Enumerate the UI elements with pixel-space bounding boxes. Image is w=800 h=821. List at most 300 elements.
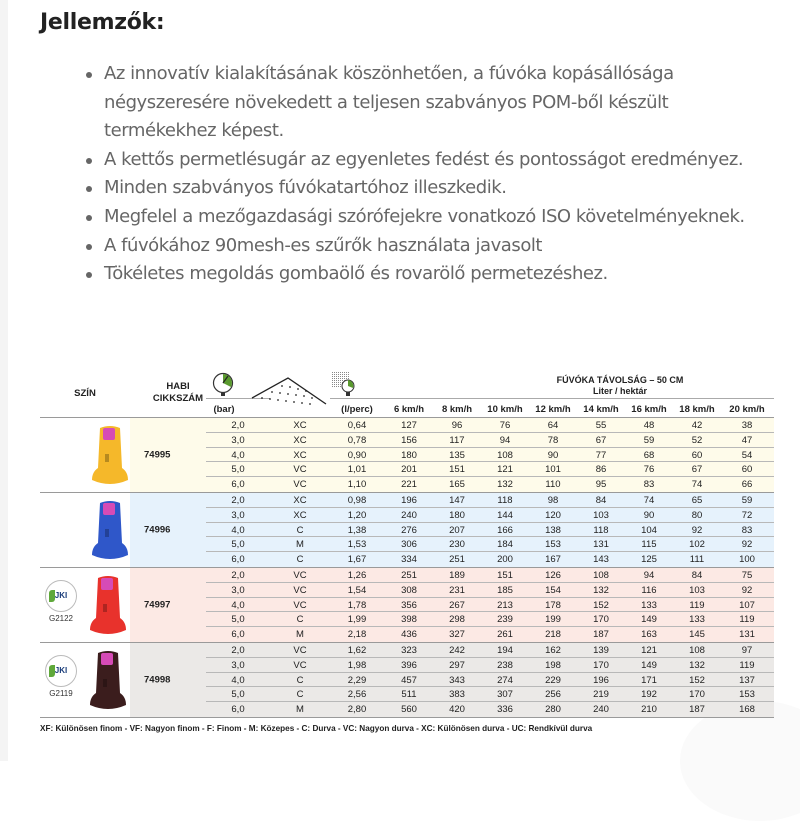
application-rate-cell: 180: [449, 509, 465, 521]
application-rate-cell: 77: [595, 449, 607, 461]
application-rate-cell: 420: [449, 704, 465, 716]
flow-rate-cell: 2,56: [347, 689, 367, 701]
application-rate-cell: 171: [641, 674, 657, 686]
application-rate-cell: 97: [741, 645, 753, 656]
code-cell: [130, 493, 206, 567]
application-rate-cell: 192: [641, 689, 657, 701]
application-rate-cell: 154: [545, 584, 561, 596]
pressure-cell: 5,0: [231, 689, 245, 701]
application-rate-cell: 274: [497, 674, 513, 686]
flow-rate-cell: 1,98: [347, 659, 367, 671]
flow-rate-cell: 2,80: [347, 704, 367, 716]
header-speed: 8 km/h: [441, 404, 473, 415]
table-row: [206, 477, 774, 492]
application-rate-cell: 231: [449, 584, 465, 596]
application-rate-cell: 230: [449, 539, 465, 551]
application-rate-cell: 218: [545, 629, 561, 641]
application-rate-cell: 240: [401, 509, 417, 521]
application-rate-cell: 189: [449, 570, 465, 581]
table-row: [206, 552, 774, 567]
pressure-cell: 6,0: [231, 479, 245, 491]
flow-rate-cell: 1,26: [347, 570, 367, 581]
application-rate-cell: 101: [545, 464, 561, 476]
application-rate-cell: 336: [497, 704, 513, 716]
table-row: [206, 523, 774, 538]
application-rate-cell: 132: [689, 659, 705, 671]
pressure-cell: 3,0: [231, 434, 245, 446]
application-rate-cell: 108: [689, 645, 705, 656]
application-rate-cell: 118: [497, 495, 513, 506]
application-rate-cell: 92: [691, 524, 703, 536]
application-rate-cell: 163: [641, 629, 657, 641]
application-rate-cell: 152: [689, 674, 705, 686]
application-rate-cell: 219: [593, 689, 609, 701]
header-speed: 10 km/h: [487, 404, 523, 415]
droplet-size-cell: XC: [293, 420, 307, 431]
nozzle-icon: [90, 499, 130, 563]
flow-rate-cell: 0,64: [347, 420, 367, 431]
application-rate-cell: 153: [739, 689, 755, 701]
nozzle-icon: [88, 574, 128, 638]
droplet-size-cell: XC: [293, 449, 307, 461]
application-rate-cell: 66: [741, 479, 753, 491]
application-rate-cell: 42: [691, 420, 703, 431]
table-row: [206, 508, 774, 523]
flow-rate-cell: 1,38: [347, 524, 367, 536]
application-rate-cell: 108: [593, 570, 609, 581]
application-rate-cell: 48: [643, 420, 655, 431]
application-rate-cell: 383: [449, 689, 465, 701]
application-rate-cell: 194: [497, 645, 513, 656]
pressure-cell: 3,0: [231, 509, 245, 521]
application-rate-cell: 156: [401, 434, 417, 446]
code-cell: [130, 643, 206, 717]
application-rate-cell: 104: [641, 524, 657, 536]
pressure-cell: 4,0: [231, 599, 245, 611]
pressure-cell: 4,0: [231, 674, 245, 686]
table-row: [206, 673, 774, 688]
application-rate-cell: 240: [593, 704, 609, 716]
application-rate-cell: 196: [401, 495, 417, 506]
pressure-cell: 6,0: [231, 629, 245, 641]
application-rate-cell: 242: [449, 645, 465, 656]
application-rate-cell: 149: [641, 614, 657, 626]
flow-rate-cell: 0,78: [347, 434, 367, 446]
nozzle-spec-table: [40, 364, 774, 718]
application-rate-cell: 119: [739, 614, 755, 626]
features-list: [82, 60, 782, 289]
flow-rate-cell: 1,99: [347, 614, 367, 626]
application-rate-cell: 151: [497, 570, 513, 581]
table-row: [206, 448, 774, 463]
droplet-size-cell: C: [296, 689, 304, 701]
flow-rate-cell: 2,29: [347, 674, 367, 686]
application-rate-cell: 103: [593, 509, 609, 521]
table-row: [206, 658, 774, 673]
page-heading: Jellemzők:: [40, 10, 165, 35]
application-rate-cell: 118: [593, 524, 609, 536]
droplet-size-cell: XC: [293, 509, 307, 521]
table-row: [206, 583, 774, 598]
droplet-size-cell: VC: [293, 645, 307, 656]
application-rate-cell: 251: [401, 570, 417, 581]
article-number: 74996: [144, 524, 171, 536]
table-row: [206, 418, 774, 433]
application-rate-cell: 199: [545, 614, 561, 626]
application-rate-cell: 327: [449, 629, 465, 641]
application-rate-cell: 84: [595, 495, 607, 506]
application-rate-cell: 60: [691, 449, 703, 461]
application-rate-cell: 59: [741, 495, 753, 506]
jki-certification-badge: [44, 655, 78, 698]
application-rate-cell: 38: [741, 420, 753, 431]
application-rate-cell: 64: [547, 420, 559, 431]
table-row: [206, 687, 774, 702]
feature-item: Megfelel a mezőgazdasági szórófejekre vonatkozó ISO követelményeknek.: [82, 203, 782, 232]
application-rate-cell: 308: [401, 584, 417, 596]
application-rate-cell: 52: [691, 434, 703, 446]
application-rate-cell: 121: [497, 464, 513, 476]
application-rate-cell: 187: [593, 629, 609, 641]
droplet-size-cell: C: [296, 554, 304, 566]
application-rate-cell: 55: [595, 420, 607, 431]
droplet-size-legend: XF: Különösen finom - VF: Nagyon finom - F: Finom - M: Közepes - C: Durva - VC: Nagyon durva - XC: Különösen durva - UC: Rendkívül durva: [40, 724, 593, 733]
application-rate-cell: 200: [497, 554, 513, 566]
application-rate-cell: 323: [401, 645, 417, 656]
nozzle-image-cell: [40, 418, 130, 492]
application-rate-cell: 72: [741, 509, 753, 521]
application-rate-cell: 356: [401, 599, 417, 611]
application-rate-cell: 198: [545, 659, 561, 671]
application-rate-cell: 239: [497, 614, 513, 626]
application-rate-cell: 133: [641, 599, 657, 611]
application-rate-cell: 396: [401, 659, 417, 671]
application-rate-cell: 74: [691, 479, 703, 491]
application-rate-cell: 398: [401, 614, 417, 626]
feature-item: Az innovatív kialakításának köszönhetően, a fúvóka kopásállósága négyszeresére növekedett a teljesen szabványos POM-ből készült termékekhez képest.: [82, 60, 782, 146]
application-rate-cell: 149: [641, 659, 657, 671]
pressure-cell: 2,0: [231, 570, 245, 581]
application-rate-cell: 132: [593, 584, 609, 596]
application-rate-cell: 131: [593, 539, 609, 551]
application-rate-cell: 238: [497, 659, 513, 671]
application-rate-cell: 436: [401, 629, 417, 641]
application-rate-cell: 65: [691, 495, 703, 506]
application-rate-cell: 297: [449, 659, 465, 671]
nozzle-image-cell: [40, 643, 130, 717]
application-rate-cell: 168: [739, 704, 755, 716]
pressure-cell: 4,0: [231, 524, 245, 536]
flow-rate-cell: 1,01: [347, 464, 367, 476]
application-rate-cell: 117: [449, 434, 465, 446]
application-rate-cell: 307: [497, 689, 513, 701]
application-rate-cell: 84: [691, 570, 703, 581]
application-rate-cell: 96: [451, 420, 463, 431]
droplet-size-cell: VC: [293, 584, 307, 596]
application-rate-cell: 162: [545, 645, 561, 656]
application-rate-cell: 90: [643, 509, 655, 521]
application-rate-cell: 116: [641, 584, 657, 596]
application-rate-cell: 138: [545, 524, 561, 536]
application-rate-cell: 170: [593, 614, 609, 626]
jki-logo: JKI: [45, 655, 77, 687]
pressure-gauge-icon: [212, 372, 234, 398]
application-rate-cell: 83: [741, 524, 753, 536]
application-rate-cell: 151: [449, 464, 465, 476]
application-rate-cell: 126: [545, 570, 561, 581]
nozzle-icon: [90, 424, 130, 488]
application-rate-cell: 125: [641, 554, 657, 566]
table-row: [206, 598, 774, 613]
spray-pattern-icon: [250, 376, 328, 408]
nozzle-icon: [88, 649, 128, 713]
application-rate-cell: 135: [449, 449, 465, 461]
application-rate-cell: 187: [689, 704, 705, 716]
application-rate-cell: 213: [497, 599, 513, 611]
flow-rate-cell: 1,67: [347, 554, 367, 566]
pressure-cell: 4,0: [231, 449, 245, 461]
flow-rate-cell: 1,54: [347, 584, 367, 596]
nozzle-group: [40, 568, 774, 643]
feature-item: A kettős permetlésugár az egyenletes fedést és pontosságot eredményez.: [82, 146, 782, 175]
droplet-size-cell: VC: [293, 570, 307, 581]
droplet-size-cell: VC: [293, 659, 307, 671]
application-rate-cell: 54: [741, 449, 753, 461]
table-row: [206, 643, 774, 658]
application-rate-cell: 110: [545, 479, 561, 491]
application-rate-cell: 201: [401, 464, 417, 476]
application-rate-cell: 121: [641, 645, 657, 656]
application-rate-cell: 185: [497, 584, 513, 596]
nozzle-tip: [103, 503, 115, 515]
application-rate-cell: 256: [545, 689, 561, 701]
flow-rate-cell: 1,62: [347, 645, 367, 656]
droplet-size-cell: M: [296, 539, 304, 551]
table-row: [206, 537, 774, 552]
flow-rate-cell: 1,10: [347, 479, 367, 491]
application-rate-cell: 119: [739, 659, 755, 671]
application-rate-cell: 133: [689, 614, 705, 626]
nozzle-tip: [103, 428, 115, 440]
table-row: [206, 627, 774, 642]
flow-rate-cell: 2,18: [347, 629, 367, 641]
certification-code: G2119: [49, 689, 73, 698]
application-rate-cell: 67: [595, 434, 607, 446]
application-rate-cell: 107: [739, 599, 755, 611]
application-rate-cell: 47: [741, 434, 753, 446]
application-rate-cell: 102: [689, 539, 705, 551]
application-rate-cell: 119: [689, 599, 705, 611]
application-rate-cell: 170: [593, 659, 609, 671]
application-rate-cell: 207: [449, 524, 465, 536]
application-rate-cell: 180: [401, 449, 417, 461]
header-code: HABI CIKKSZÁM: [152, 381, 204, 404]
application-rate-cell: 92: [741, 539, 753, 551]
application-rate-cell: 76: [643, 464, 655, 476]
nozzle-group: [40, 418, 774, 493]
application-rate-cell: 95: [595, 479, 607, 491]
table-row: [206, 568, 774, 583]
application-rate-cell: 127: [401, 420, 417, 431]
application-rate-cell: 98: [547, 495, 559, 506]
application-rate-cell: 74: [643, 495, 655, 506]
pressure-cell: 3,0: [231, 584, 245, 596]
application-rate-cell: 178: [545, 599, 561, 611]
application-rate-cell: 267: [449, 599, 465, 611]
application-rate-cell: 147: [449, 495, 465, 506]
application-rate-cell: 78: [547, 434, 559, 446]
droplet-size-cell: C: [296, 614, 304, 626]
header-speed: 18 km/h: [679, 404, 715, 415]
application-rate-cell: 100: [739, 554, 755, 566]
droplet-size-cell: VC: [293, 479, 307, 491]
header-distance-unit: Liter / hektár: [592, 386, 648, 396]
nozzle-image-cell: [40, 568, 130, 642]
droplet-size-cell: VC: [293, 464, 307, 476]
application-rate-cell: 59: [643, 434, 655, 446]
flow-meter-icon: [332, 372, 358, 398]
application-rate-cell: 511: [401, 689, 417, 701]
application-rate-cell: 210: [641, 704, 657, 716]
application-rate-cell: 298: [449, 614, 465, 626]
feature-item: Tökéletes megoldás gombaölő és rovarölő permetezéshez.: [82, 260, 782, 289]
flow-rate-cell: 1,20: [347, 509, 367, 521]
jki-logo: JKI: [45, 580, 77, 612]
flow-rate-cell: 1,78: [347, 599, 367, 611]
pressure-cell: 6,0: [231, 704, 245, 716]
application-rate-cell: 90: [547, 449, 559, 461]
nozzle-group: [40, 493, 774, 568]
application-rate-cell: 166: [497, 524, 513, 536]
jki-certification-badge: [44, 580, 78, 623]
application-rate-cell: 251: [449, 554, 465, 566]
application-rate-cell: 60: [741, 464, 753, 476]
application-rate-cell: 153: [545, 539, 561, 551]
table-row: [206, 433, 774, 448]
application-rate-cell: 131: [739, 629, 755, 641]
application-rate-cell: 143: [593, 554, 609, 566]
application-rate-cell: 67: [691, 464, 703, 476]
certification-code: G2122: [48, 614, 74, 623]
pressure-cell: 3,0: [231, 659, 245, 671]
application-rate-cell: 165: [449, 479, 465, 491]
code-cell: [130, 418, 206, 492]
header-distance-title: FÚVÓKA TÁVOLSÁG – 50 CM: [556, 375, 684, 385]
table-row: [206, 612, 774, 627]
application-rate-cell: 115: [641, 539, 657, 551]
feature-item: Minden szabványos fúvókatartóhoz illeszkedik.: [82, 174, 782, 203]
application-rate-cell: 144: [497, 509, 513, 521]
application-rate-cell: 92: [741, 584, 753, 596]
table-row: [206, 702, 774, 717]
feature-item: A fúvókához 90mesh-es szűrők használata javasolt: [82, 232, 782, 261]
droplet-size-cell: M: [296, 629, 304, 641]
nozzle-image-cell: [40, 493, 130, 567]
header-speed: 12 km/h: [535, 404, 571, 415]
pressure-cell: 5,0: [231, 464, 245, 476]
application-rate-cell: 83: [643, 479, 655, 491]
header-speed: 14 km/h: [583, 404, 619, 415]
article-number: 74995: [144, 449, 171, 461]
droplet-size-cell: C: [296, 524, 304, 536]
application-rate-cell: 334: [401, 554, 417, 566]
application-rate-cell: 80: [691, 509, 703, 521]
application-rate-cell: 221: [401, 479, 417, 491]
nozzle-group: [40, 643, 774, 718]
header-speed: 6 km/h: [393, 404, 425, 415]
nozzle-tip: [101, 578, 113, 590]
code-cell: [130, 568, 206, 642]
flow-rate-cell: 0,98: [347, 495, 367, 506]
flow-rate-cell: 0,90: [347, 449, 367, 461]
application-rate-cell: 152: [593, 599, 609, 611]
pressure-cell: 5,0: [231, 539, 245, 551]
application-rate-cell: 132: [497, 479, 513, 491]
application-rate-cell: 560: [401, 704, 417, 716]
nozzle-tip: [101, 653, 113, 665]
flow-rate-cell: 1,53: [347, 539, 367, 551]
application-rate-cell: 94: [643, 570, 655, 581]
application-rate-cell: 139: [593, 645, 609, 656]
background-decoration: [680, 701, 800, 821]
application-rate-cell: 94: [499, 434, 511, 446]
article-number: 74998: [144, 674, 171, 686]
application-rate-cell: 145: [689, 629, 705, 641]
application-rate-cell: 137: [739, 674, 755, 686]
pressure-cell: 2,0: [231, 645, 245, 656]
pressure-cell: 5,0: [231, 614, 245, 626]
application-rate-cell: 68: [643, 449, 655, 461]
application-rate-cell: 343: [449, 674, 465, 686]
header-color: SZÍN: [74, 388, 96, 399]
application-rate-cell: 457: [401, 674, 417, 686]
application-rate-cell: 276: [401, 524, 417, 536]
droplet-size-cell: C: [296, 674, 304, 686]
droplet-size-cell: M: [296, 704, 304, 716]
application-rate-cell: 111: [689, 554, 705, 566]
droplet-size-cell: VC: [293, 599, 307, 611]
application-rate-cell: 306: [401, 539, 417, 551]
application-rate-cell: 76: [499, 420, 511, 431]
application-rate-cell: 108: [497, 449, 513, 461]
article-number: 74997: [144, 599, 171, 611]
application-rate-cell: 120: [545, 509, 561, 521]
pressure-cell: 2,0: [231, 495, 245, 506]
droplet-size-cell: XC: [293, 434, 307, 446]
application-rate-cell: 170: [689, 689, 705, 701]
pressure-cell: 6,0: [231, 554, 245, 566]
application-rate-cell: 261: [497, 629, 513, 641]
application-rate-cell: 167: [545, 554, 561, 566]
droplet-size-cell: XC: [293, 495, 307, 506]
application-rate-cell: 86: [595, 464, 607, 476]
table-row: [206, 462, 774, 477]
application-rate-cell: 280: [545, 704, 561, 716]
left-margin-strip: [0, 0, 8, 761]
header-speed: 16 km/h: [631, 404, 667, 415]
application-rate-cell: 184: [497, 539, 513, 551]
table-header: [40, 364, 774, 418]
header-flow: (l/perc): [341, 404, 373, 415]
table-row: [206, 493, 774, 508]
application-rate-cell: 196: [593, 674, 609, 686]
application-rate-cell: 75: [741, 570, 753, 581]
application-rate-cell: 103: [689, 584, 705, 596]
header-pressure: (bar): [213, 404, 235, 415]
pressure-cell: 2,0: [231, 420, 245, 431]
header-speed: 20 km/h: [729, 404, 765, 415]
application-rate-cell: 229: [545, 674, 561, 686]
